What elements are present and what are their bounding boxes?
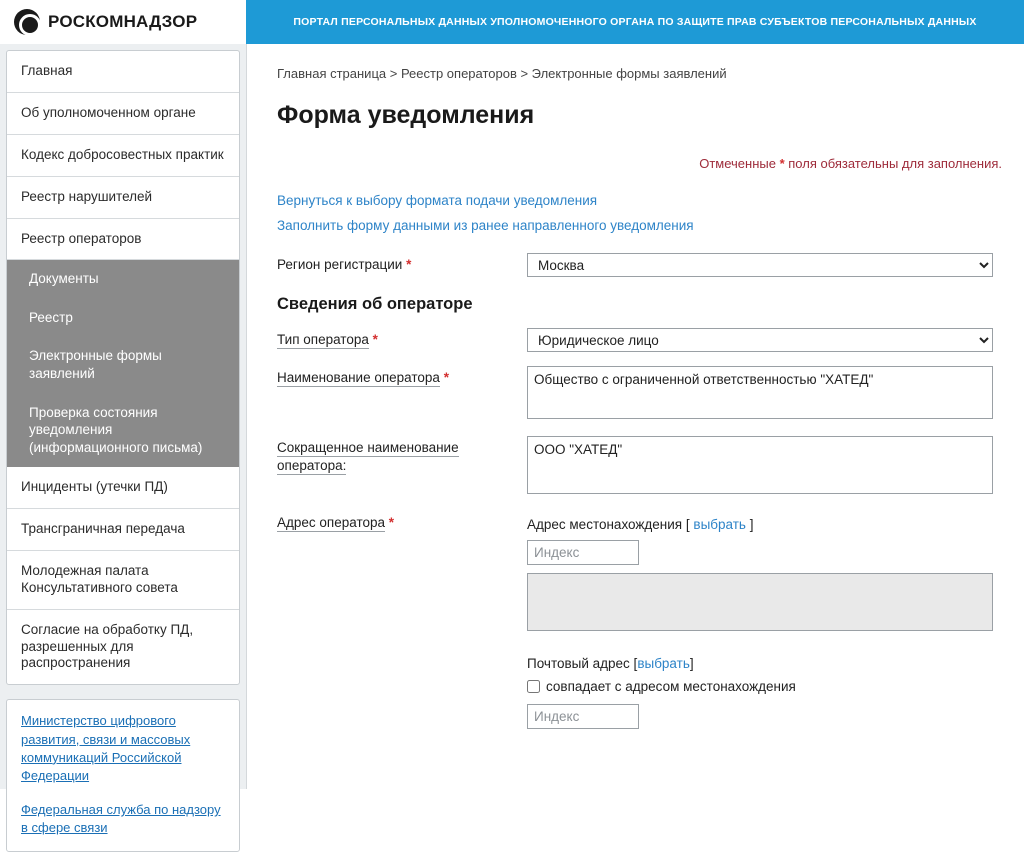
label-operator-name [277,366,527,387]
sidebar-item-about-authority[interactable]: Об уполномоченном органе [7,93,239,135]
operator-type-select[interactable] [527,328,993,352]
sidebar-item-consent-processing[interactable]: Согласие на обработку ПД, разрешенных для распространения [21,621,194,671]
sidebar-item-home[interactable]: Главная [7,51,239,93]
field-region [527,253,1002,277]
sidebar-subitem-documents[interactable]: Документы [7,260,239,299]
label-operator-type [277,328,527,349]
sidebar-item-incidents[interactable]: Инциденты (утечки ПД) [7,467,239,509]
sidebar-external-links [6,699,240,852]
sidebar-item-youth-chamber[interactable]: Молодежная палата Консультативного совета [7,551,239,610]
logo-area[interactable] [0,0,246,44]
sidebar-subitem-notification-status[interactable]: Проверка состояния уведомления (информационного письма) [7,394,239,468]
label-operator-name-text: Наименование оператора [277,370,440,385]
field-operator-short-name [527,436,1002,497]
postal-address-block [527,656,1002,729]
label-operator-address-text: Адрес оператора [277,515,385,530]
location-address-textarea[interactable] [527,573,993,631]
body-wrapper [0,44,1024,836]
required-star: * [388,515,395,530]
location-address-header [527,517,1002,532]
location-address-label-end: ] [749,517,754,532]
link-back-to-format-choice[interactable]: Вернуться к выбору формата подачи уведомления [277,193,598,208]
row-operator-type [277,328,1002,352]
logo-text: РОСКОМНАДЗОР [48,12,198,31]
main-content [246,44,1024,789]
label-operator-type-text: Тип оператора [277,332,369,347]
operator-short-name-textarea[interactable] [527,436,993,494]
row-operator-name [277,366,1002,422]
same-as-location-row[interactable] [527,679,1002,694]
roskomnadzor-logo-icon [14,9,40,35]
label-operator-short-name [277,436,527,474]
row-region [277,253,1002,277]
postal-address-header [527,656,1002,671]
external-link-mincifry[interactable]: Министерство цифрового развития, связи и массовых коммуникаций Российской Федерации [21,713,191,783]
location-address-choose-link[interactable]: выбрать [693,517,746,532]
field-operator-type [527,328,1002,352]
label-operator-address [277,511,527,532]
sidebar-subitem-electronic-forms[interactable]: Электронные формы заявлений [7,337,239,393]
breadcrumb[interactable]: Главная страница > Реестр операторов > Электронные формы заявлений [277,66,727,81]
required-fields-note [277,156,1002,171]
sidebar [0,44,246,836]
label-operator-short-name-text: Сокращенное наименование оператора: [277,440,459,473]
header-banner: ПОРТАЛ ПЕРСОНАЛЬНЫХ ДАННЫХ УПОЛНОМОЧЕННОГО ОРГАНА ПО ЗАЩИТЕ ПРАВ СУБЪЕКТОВ ПЕРСОНАЛЬНЫХ ДАННЫХ [246,0,1024,44]
postal-zip-input[interactable] [527,704,639,729]
sidebar-item-cross-border[interactable]: Трансграничная передача [7,509,239,551]
postal-address-choose-link[interactable]: выбрать [637,656,690,671]
label-region-text: Регион регистрации [277,257,403,272]
location-address-block [527,517,1002,634]
required-note-before: Отмеченные [699,156,780,171]
page-title: Форма уведомления [277,101,535,129]
label-region [277,253,527,274]
external-link-federal-service[interactable]: Федеральная служба по надзору в сфере связи [21,802,221,836]
sidebar-item-violators-registry[interactable]: Реестр нарушителей [7,177,239,219]
same-as-location-checkbox[interactable] [527,680,540,693]
sidebar-item-operators-registry[interactable]: Реестр операторов [7,219,239,261]
postal-address-label: Почтовый адрес [ [527,656,638,671]
field-operator-name [527,366,1002,422]
location-address-label: Адрес местонахождения [ [527,517,690,532]
row-operator-address [277,511,1002,729]
location-zip-input[interactable] [527,540,639,565]
operator-name-textarea[interactable] [527,366,993,419]
required-star: * [372,332,378,347]
section-operator-info: Сведения об операторе [277,295,473,313]
required-star: * [406,257,412,272]
site-header [0,0,1024,44]
region-select[interactable] [527,253,993,277]
row-operator-short-name [277,436,1002,497]
field-operator-address [527,511,1002,729]
required-note-after: поля обязательны для заполнения. [784,156,1002,171]
sidebar-item-code-of-practice[interactable]: Кодекс добросовестных практик [7,135,239,177]
postal-address-label-end: ] [689,656,694,671]
same-as-location-label: совпадает с адресом местонахождения [546,679,796,694]
required-star: * [443,370,449,385]
sidebar-submenu [7,260,239,467]
sidebar-menu [6,50,240,685]
required-note-star: * [779,156,785,171]
link-prefill-from-previous[interactable]: Заполнить форму данными из ранее направленного уведомления [277,218,694,233]
sidebar-subitem-registry[interactable]: Реестр [7,299,239,338]
